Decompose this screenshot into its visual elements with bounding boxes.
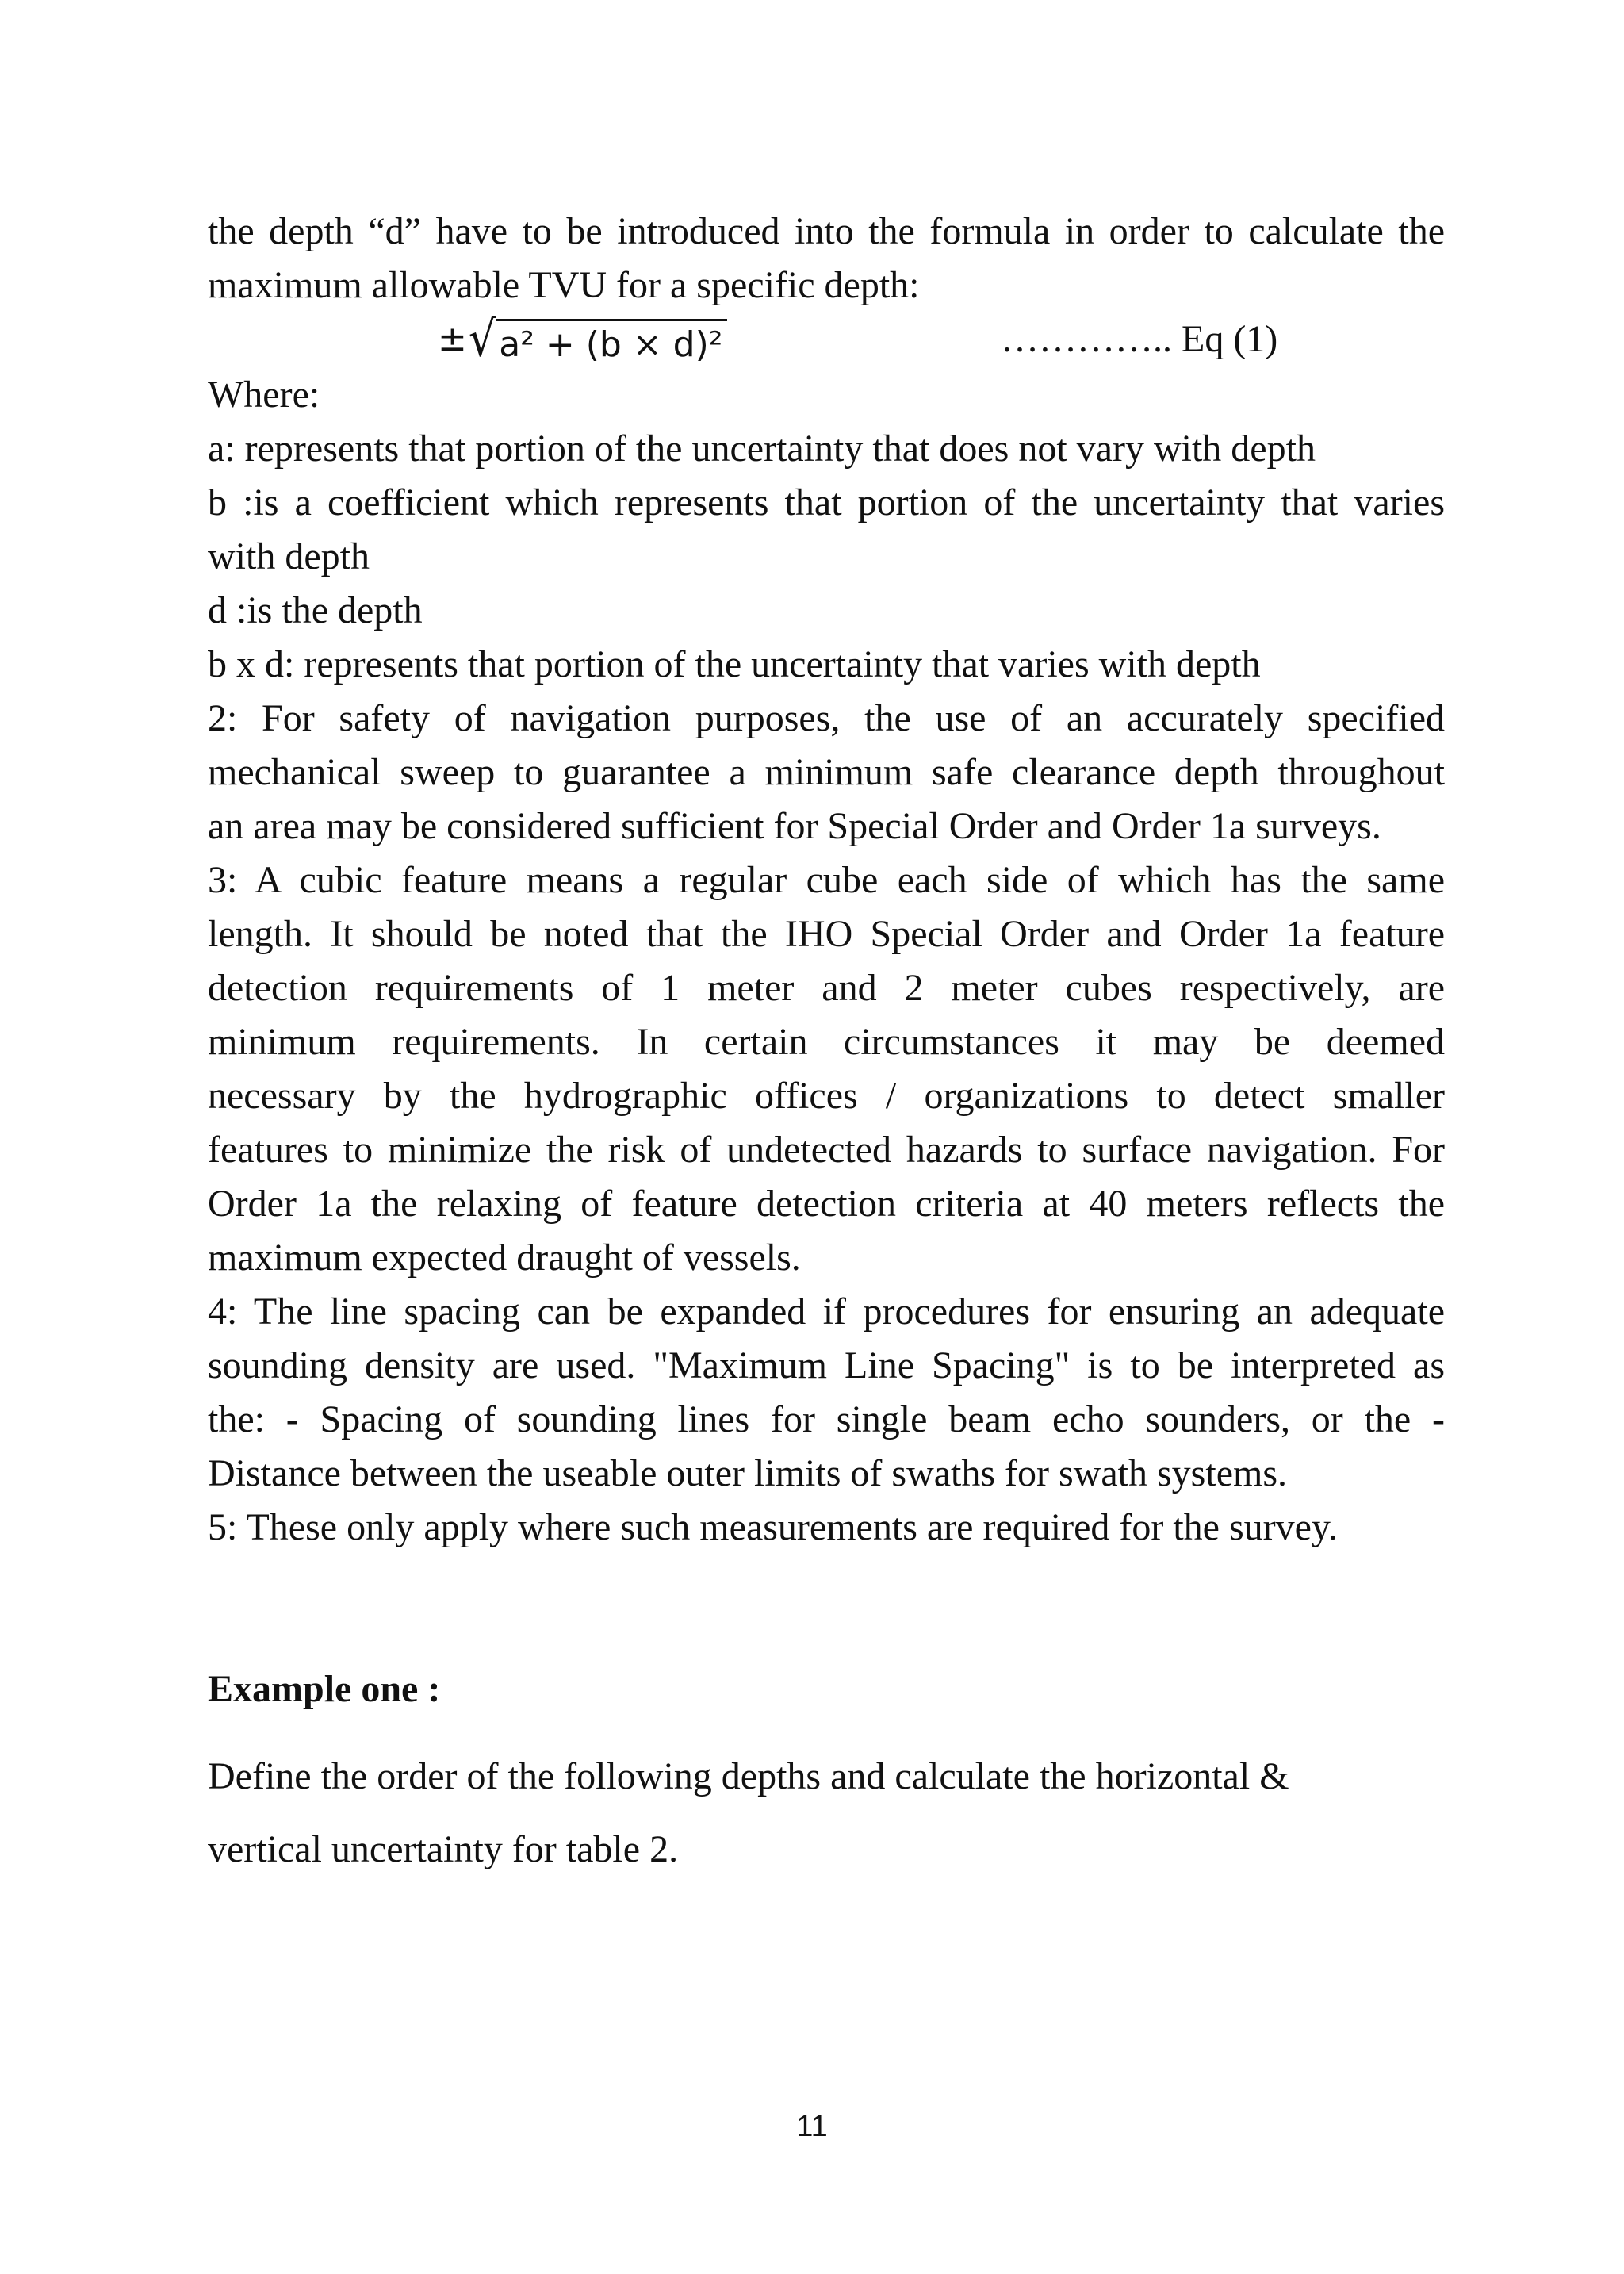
note-3-line: Order 1a the relaxing of feature detection criteria at 40 meters reflects the xyxy=(208,1183,1445,1225)
example-text xyxy=(208,1740,1445,1886)
note-3-line: detection requirements of 1 meter and 2 meter cubes respectively, are xyxy=(208,967,1445,1009)
definition-b-line-1: b :is a coefficient which represents that portion of the uncertainty that varies xyxy=(208,481,1445,523)
formula-expression xyxy=(438,310,727,369)
plus-minus-symbol: ± xyxy=(438,319,467,359)
definition-d: d :is the depth xyxy=(208,589,423,631)
square-root-symbol: √ xyxy=(468,310,496,368)
definition-a: a: represents that portion of the uncertainty that does not vary with depth xyxy=(208,428,1316,470)
page-content xyxy=(208,205,1445,1886)
equation-label: ………….. Eq (1) xyxy=(1001,318,1278,360)
example-line-1: Define the order of the following depths and calculate the horizontal & xyxy=(208,1755,1289,1797)
definition-b-line-2: with depth xyxy=(208,535,370,577)
note-4-line: Distance between the useable outer limits of swaths for swath systems. xyxy=(208,1452,1288,1494)
page-number: 11 xyxy=(796,2110,828,2143)
note-4-line: sounding density are used. "Maximum Line Spacing" is to be interpreted as xyxy=(208,1344,1445,1386)
equation-1 xyxy=(208,310,1445,368)
note-3-line: necessary by the hydrographic offices / organizations to detect smaller xyxy=(208,1075,1445,1117)
definition-bxd: b x d: represents that portion of the uncertainty that varies with depth xyxy=(208,643,1261,685)
note-2-line: an area may be considered sufficient for Special Order and Order 1a surveys. xyxy=(208,805,1381,847)
note-5: 5: These only apply where such measurements are required for the survey. xyxy=(208,1506,1338,1548)
formula-radicand: a² + (b × d)² xyxy=(496,319,727,369)
note-2-line: 2: For safety of navigation purposes, the use of an accurately specified xyxy=(208,697,1445,739)
note-3-line: features to minimize the risk of undetected hazards to surface navigation. For xyxy=(208,1129,1445,1171)
intro-line-2: maximum allowable TVU for a specific depth: xyxy=(208,264,920,306)
note-3-line: minimum requirements. In certain circumstances it may be deemed xyxy=(208,1021,1445,1063)
example-heading: Example one : xyxy=(208,1668,441,1710)
note-4-line: 4: The line spacing can be expanded if procedures for ensuring an adequate xyxy=(208,1290,1445,1333)
note-3-line: 3: A cubic feature means a regular cube each side of which has the same xyxy=(208,859,1445,901)
where-heading: Where: xyxy=(208,374,320,416)
note-3-line: maximum expected draught of vessels. xyxy=(208,1237,801,1279)
intro-line-1: the depth “d” have to be introduced into the formula in order to calculate the xyxy=(208,210,1445,252)
note-4-line: the: - Spacing of sounding lines for single beam echo sounders, or the - xyxy=(208,1398,1445,1440)
example-line-2: vertical uncertainty for table 2. xyxy=(208,1828,679,1870)
note-2-line: mechanical sweep to guarantee a minimum safe clearance depth throughout xyxy=(208,751,1445,793)
note-3-line: length. It should be noted that the IHO Special Order and Order 1a feature xyxy=(208,913,1445,955)
